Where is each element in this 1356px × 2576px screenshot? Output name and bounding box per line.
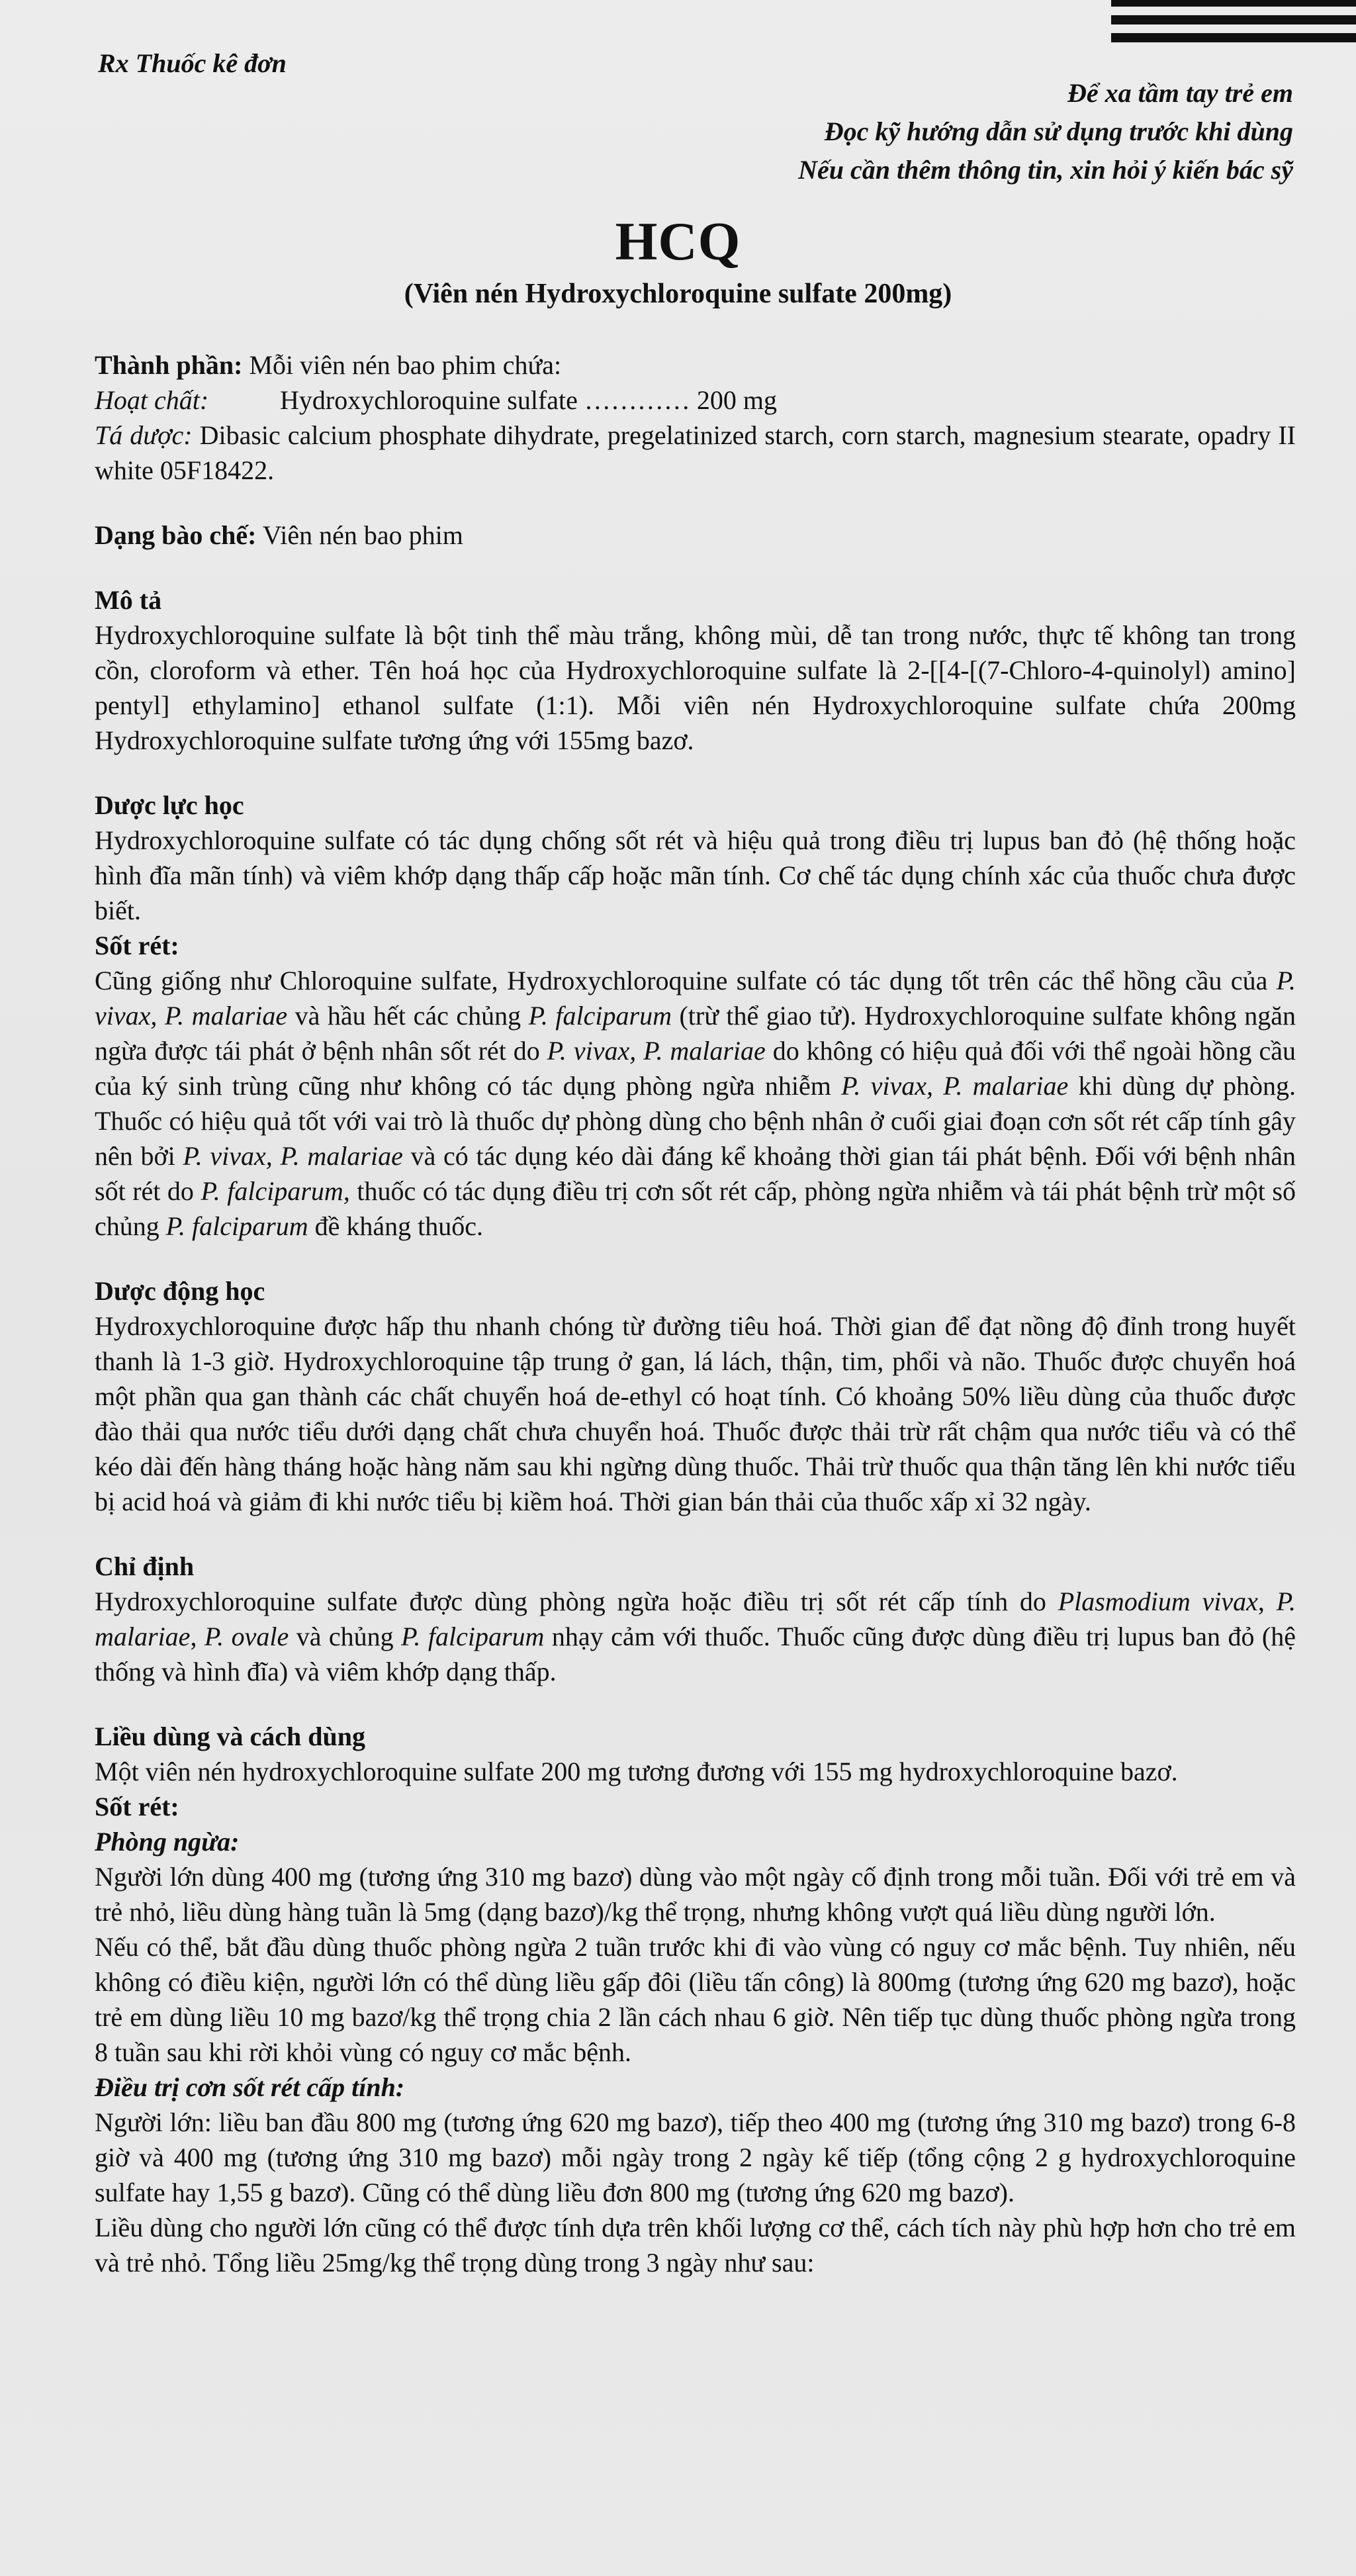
prevention-text-1: Người lớn dùng 400 mg (tương ứng 310 mg bazơ) dùng vào một ngày cố định trong mỗi tuần. Đối với trẻ em và trẻ nhỏ, liều dùng hàng tuần là 5mg (dạng bazơ)/kg thể trọng, nhưng không vượt quá liều dùng người lớn. (95, 1862, 1296, 1927)
pharmacokinetics-text: Hydroxychloroquine được hấp thu nhanh chóng từ đường tiêu hoá. Thời gian để đạt nồng độ đỉnh trong huyết thanh là 1-3 giờ. Hydroxychloroquine tập trung ở gan, lá lách, thận, tim, phổi và não. Thuốc được chuyển hoá một phần qua gan thành các chất chuyển hoá de-ethyl có hoạt tính. Có khoảng 50% liều dùng của thuốc được đào thải qua nước tiểu dưới dạng chất chưa chuyển hoá. Thuốc được thải trừ rất chậm qua nước tiểu và có thể kéo dài đến hàng tháng hoặc hàng năm sau khi ngừng dùng thuốc. Thải trừ thuốc qua thận tăng lên khi nước tiểu bị acid hoá và giảm đi khi nước tiểu bị kiềm hoá. Thời gian bán thải của thuốc xấp xỉ 32 ngày. (95, 1311, 1296, 1516)
warning-line: Nếu cần thêm thông tin, xin hỏi ý kiến bác sỹ (798, 155, 1293, 185)
dosage-heading: Liều dùng và cách dùng (95, 1722, 366, 1751)
dosage-intro: Một viên nén hydroxychloroquine sulfate 200 mg tương đương với 155 mg hydroxychloroquine bazơ. (95, 1757, 1178, 1786)
indications-heading: Chỉ định (95, 1551, 195, 1581)
rx-label: Rx Thuốc kê đơn (98, 48, 287, 78)
prevention-heading: Phòng ngừa: (95, 1827, 240, 1857)
excipients (95, 418, 1296, 488)
description-heading: Mô tả (95, 585, 162, 615)
leaflet-body (95, 347, 1296, 2280)
active-ingredient-row (95, 383, 1296, 418)
dosage-form-value: Viên nén bao phim (262, 520, 463, 550)
acute-treatment-text-1: Người lớn: liều ban đầu 800 mg (tương ứng 620 mg bazơ), tiếp theo 400 mg (tương ứng 310 mg bazơ) trong 6-8 giờ và 400 mg (tương ứng 310 mg bazơ) mỗi ngày trong 2 ngày kế tiếp (tổng cộng 2 g hydroxychloroquine sulfate hay 1,55 g bazơ). Cũng có thể dùng liều đơn 800 mg (tương ứng 620 mg bazơ). (95, 2107, 1296, 2207)
active-value: Hydroxychloroquine sulfate ………… 200 mg (280, 385, 777, 415)
active-label: Hoạt chất: (95, 385, 209, 415)
pharmacodynamics-text: Hydroxychloroquine sulfate có tác dụng chống sốt rét và hiệu quả trong điều trị lupus ban đỏ (hệ thống hoặc hình đĩa mãn tính) và viêm khớp dạng thấp cấp hoặc mãn tính. Cơ chế tác dụng chính xác của thuốc chưa được biết. (95, 825, 1296, 925)
prevention-text-2: Nếu có thể, bắt đầu dùng thuốc phòng ngừa 2 tuần trước khi đi vào vùng có nguy cơ mắc bệnh. Tuy nhiên, nếu không có điều kiện, người lớn có thể dùng liều gấp đôi (liều tấn công) là 800mg (tương ứng 620 mg bazơ), hoặc trẻ em dùng liều 10 mg bazơ/kg thể trọng chia 2 lần cách nhau 6 giờ. Nên tiếp tục dùng thuốc phòng ngừa trong 8 tuần sau khi rời khỏi vùng có nguy cơ mắc bệnh. (95, 1932, 1296, 2067)
pharmacokinetics-heading: Dược động học (95, 1276, 265, 1306)
excipient-label: Tá dược: (95, 420, 193, 450)
composition-intro (95, 347, 1296, 383)
composition-heading: Thành phần: (95, 350, 243, 380)
acute-treatment-heading: Điều trị cơn sốt rét cấp tính: (95, 2072, 405, 2102)
acute-treatment-text-2: Liều dùng cho người lớn cũng có thể được tính dựa trên khối lượng cơ thể, cách tích này phù hợp hơn cho trẻ em và trẻ nhỏ. Tổng liều 25mg/kg thể trọng dùng trong 3 ngày như sau: (95, 2213, 1296, 2277)
excipient-value: Dibasic calcium phosphate dihydrate, pregelatinized starch, corn starch, magnesium stearate, opadry II white 05F18422. (95, 420, 1296, 485)
description-text: Hydroxychloroquine sulfate là bột tinh thể màu trắng, không mùi, dễ tan trong nước, thực tế không tan trong cồn, cloroform và ether. Tên hoá học của Hydroxychloroquine sulfate là 2-[[4-[(7-Chloro-4-quinolyl) amino] pentyl] ethylamino] ethanol sulfate (1:1). Mỗi viên nén Hydroxychloroquine sulfate chứa 200mg Hydroxychloroquine sulfate tương ứng với 155mg bazơ. (95, 620, 1296, 755)
product-subtitle: (Viên nén Hydroxychloroquine sulfate 200mg) (404, 279, 952, 309)
dosage-malaria-heading: Sốt rét: (95, 1792, 179, 1821)
pharmacodynamics-heading: Dược lực học (95, 790, 244, 820)
warning-block (798, 74, 1293, 189)
dosage-form-heading: Dạng bào chế: (95, 520, 257, 550)
malaria-heading: Sốt rét: (95, 931, 179, 960)
malaria-text: Cũng giống như Chloroquine sulfate, Hydroxychloroquine sulfate có tác dụng tốt trên các thể hồng cầu của P. vivax, P. malariae và hầu hết các chủng P. falciparum (trừ thể giao tử). Hydroxychloroquine sulfate không ngăn ngừa được tái phát ở bệnh nhân sốt rét do P. vivax, P. malariae do không có hiệu quả đối với thể ngoài hồng cầu của ký sinh trùng cũng như không có tác dụng phòng ngừa nhiễm P. vivax, P. malariae khi dùng dự phòng. Thuốc có hiệu quả tốt với vai trò là thuốc dự phòng dùng cho bệnh nhân ở cuối giai đoạn cơn sốt rét cấp tính gây nên bởi P. vivax, P. malariae và có tác dụng kéo dài đáng kể khoảng thời gian tái phát bệnh. Đối với bệnh nhân sốt rét do P. falciparum, thuốc có tác dụng điều trị cơn sốt rét cấp, phòng ngừa nhiễm và tái phát bệnh trừ một số chủng P. falciparum đề kháng thuốc. (95, 966, 1296, 1241)
indications-text: Hydroxychloroquine sulfate được dùng phòng ngừa hoặc điều trị sốt rét cấp tính do Plasmodium vivax, P. malariae, P. ovale và chủng P. falciparum nhạy cảm với thuốc. Thuốc cũng được dùng điều trị lupus ban đỏ (hệ thống và hình đĩa) và viêm khớp dạng thấp. (95, 1587, 1296, 1686)
warning-line: Đọc kỹ hướng dẫn sử dụng trước khi dùng (824, 116, 1293, 146)
dosage-form (95, 518, 1296, 553)
corner-stripes (1111, 0, 1356, 51)
composition-intro-text: Mỗi viên nén bao phim chứa: (249, 350, 562, 380)
warning-line: Để xa tầm tay trẻ em (1067, 78, 1293, 108)
product-title: HCQ (615, 211, 741, 271)
